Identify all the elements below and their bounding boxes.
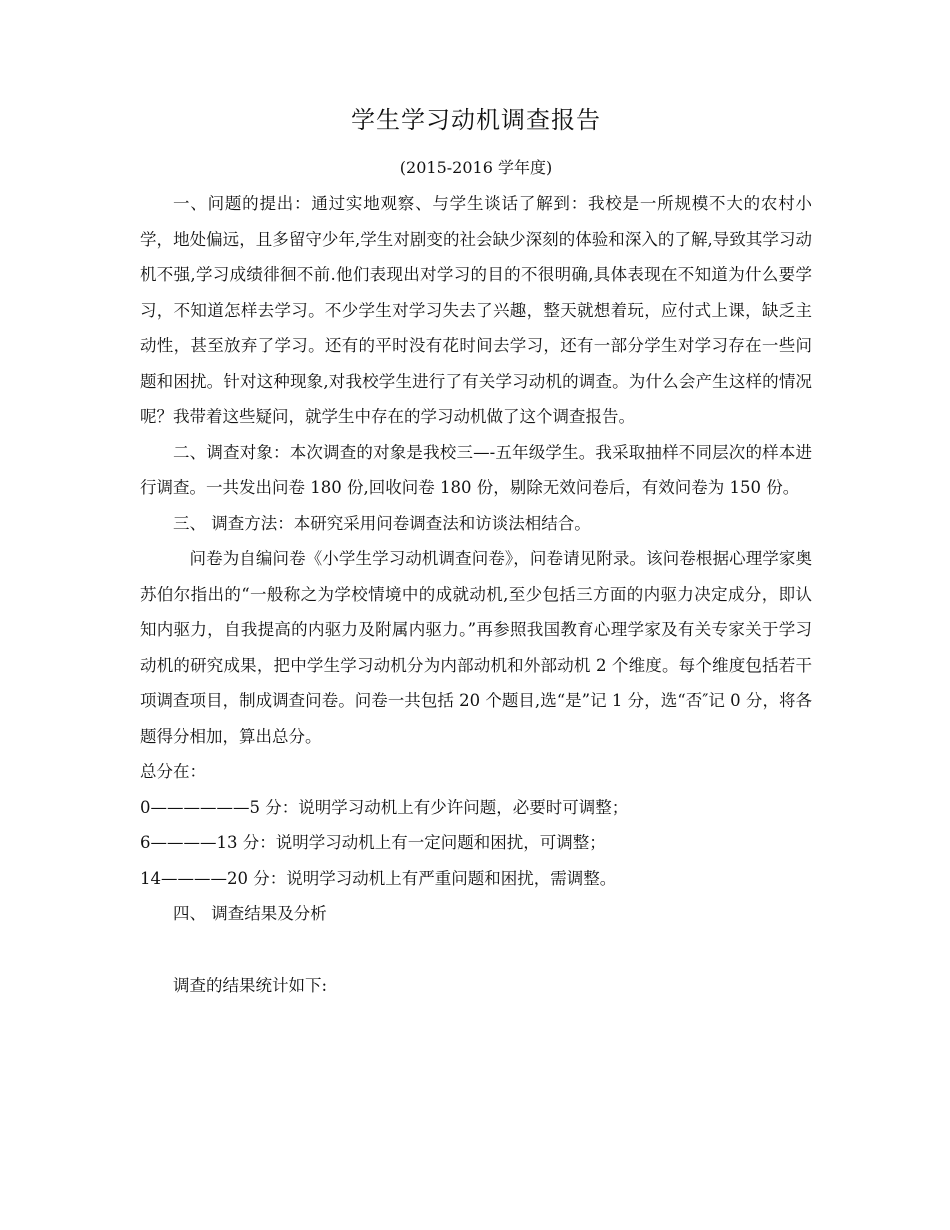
blank-line <box>140 932 812 968</box>
score-range-mid: 6————13 分：说明学习动机上有一定问题和困扰，可调整； <box>140 833 606 852</box>
paragraph-total-score-label: 总分在： <box>140 762 206 781</box>
paragraph-questionnaire: 问卷为自编问卷《小学生学习动机调查问卷》，问卷请见附录。该问卷根据心理学家奥苏伯尔指出的“一般称之为学校情境中的成就动机,至少包括三方面的内驱力决定成分，即认知内驱力，自我提高的内驱力及附属内驱力。”再参照我国教育心理学家及有关专家关于学习动机的研究成果，把中学生学习动机分为内部动机和外部动机 2 个维度。每个维度包括若干项调查项目，制成调查问卷。问卷一共包括 20 个题目,选“是”记 1 分，选“否″记 0 分，将各题得分相加，算出总分。 <box>140 549 812 746</box>
section-heading-results: 四、 调查结果及分析 <box>173 904 327 923</box>
score-range-high: 14————20 分：说明学习动机上有严重问题和困扰，需调整。 <box>140 868 617 888</box>
paragraph-results-intro: 调查的结果统计如下: <box>173 975 328 995</box>
document-subtitle: (2015-2016 学年度) <box>399 158 553 177</box>
document-title: 学生学习动机调查报告 <box>351 106 601 134</box>
paragraph-survey-method: 三、 调查方法：本研究采用问卷调查法和访谈法相结合。 <box>173 513 591 533</box>
score-range-low: 0——————5 分：说明学习动机上有少许问题，必要时可调整； <box>140 797 629 817</box>
document-body <box>140 100 812 1003</box>
paragraph-survey-subjects: 二、调查对象：本次调查的对象是我校三—-五年级学生。我采取抽样不同层次的样本进行调查。一共发出问卷 180 份,回收问卷 180 份，剔除无效问卷后，有效问卷为 150 份。 <box>140 442 812 497</box>
paragraph-problem-statement: 一、问题的提出：通过实地观察、与学生谈话了解到：我校是一所规模不大的农村小学，地处偏远，且多留守少年,学生对剧变的社会缺少深刻的体验和深入的了解,导致其学习动机不强,学习成绩徘徊不前.他们表现出对学习的目的不很明确,具体表现在不知道为什么要学习，不知道怎样去学习。不少学生对学习失去了兴趣，整天就想着玩，应付式上课，缺乏主动性，甚至放弃了学习。还有的平时没有花时间去学习，还有一部分学生对学习存在一些问题和困扰。针对这种现象,对我校学生进行了有关学习动机的调查。为什么会产生这样的情况呢？我带着这些疑问，就学生中存在的学习动机做了这个调查报告。 <box>140 194 812 426</box>
